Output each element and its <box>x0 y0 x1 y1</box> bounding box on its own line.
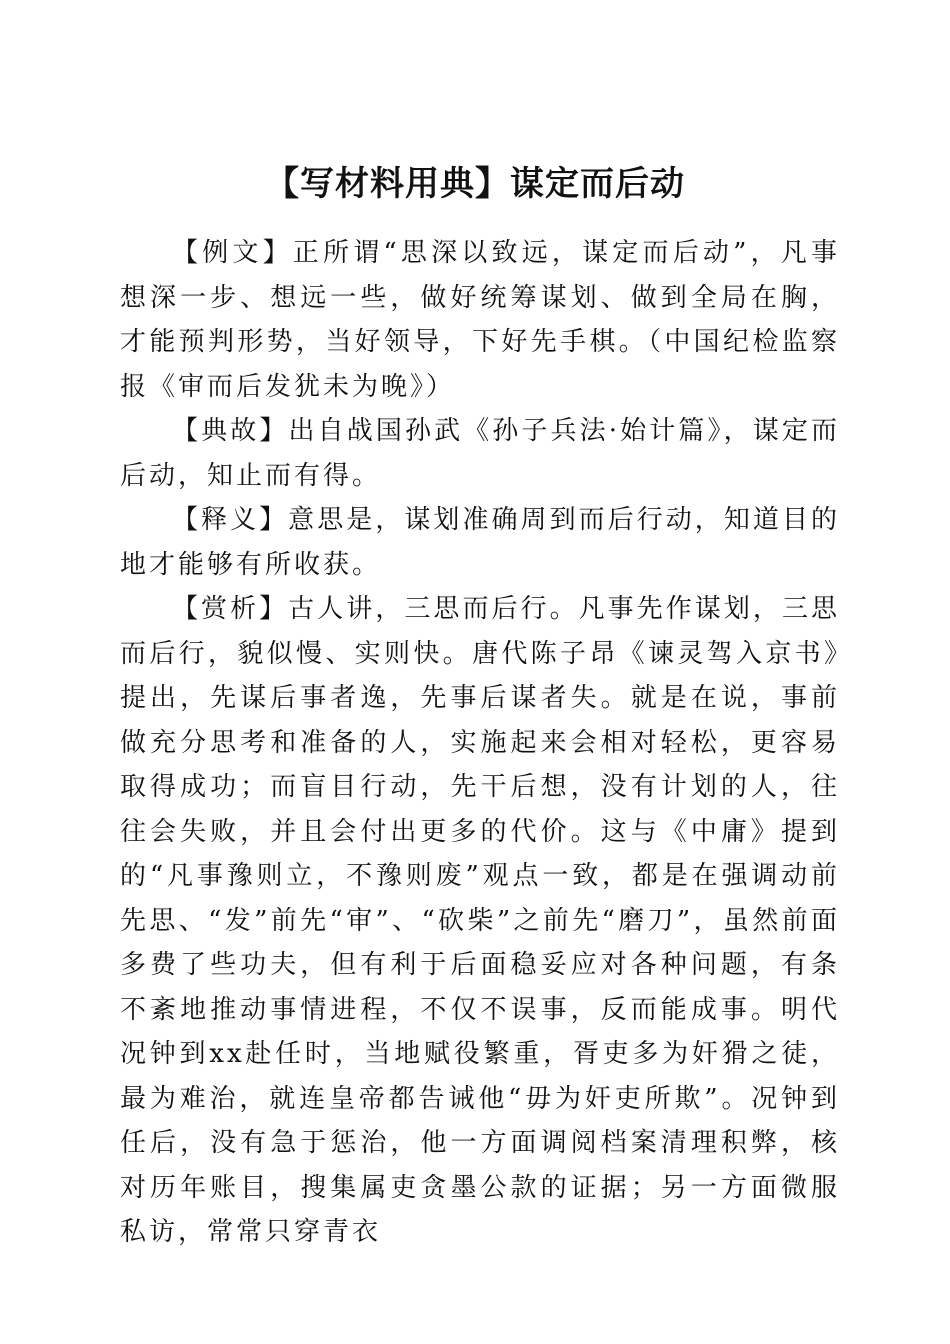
document-body <box>120 231 840 1255</box>
page-title: 【写材料用典】谋定而后动 <box>265 163 685 204</box>
paragraph-example: 【例文】正所谓“思深以致远，谋定而后动”，凡事想深一步、想远一些，做好统筹谋划、做到全局在胸，才能预判形势，当好领导，下好先手棋。（中国纪检监察报《审而后发犹未为晚》） <box>120 238 840 402</box>
paragraph-interpretation: 【释义】意思是，谋划准确周到而后行动，知道目的地才能够有所收获。 <box>120 505 840 580</box>
paragraph-appreciation: 【赏析】古人讲，三思而后行。凡事先作谋划，三思而后行，貌似慢、实则快。唐代陈子昂《谏灵驾入京书》提出，先谋后事者逸，先事后谋者失。就是在说，事前做充分思考和准备的人，实施起来会相对轻松，更容易取得成功；而盲目行动，先干后想，没有计划的人，往往会失败，并且会付出更多的代价。这与《中庸》提到的“凡事豫则立，不豫则废”观点一致，都是在强调动前先思、“发”前先“审”、“砍柴”之前先“磨刀”，虽然前面多费了些功夫，但有利于后面稳妥应对各种问题，有条不紊地推动事情进程，不仅不误事，反而能成事。明代况钟到xx赴任时，当地赋役繁重，胥吏多为奸猾之徒，最为难治，就连皇帝都告诫他“毋为奸吏所欺”。况钟到任后，没有急于惩治，他一方面调阅档案清理积弊，核对历年账目，搜集属吏贪墨公款的证据；另一方面微服私访，常常只穿青衣 <box>120 594 840 1247</box>
paragraph-allusion: 【典故】出自战国孙武《孙子兵法·始计篇》，谋定而后动，知止而有得。 <box>120 416 840 491</box>
